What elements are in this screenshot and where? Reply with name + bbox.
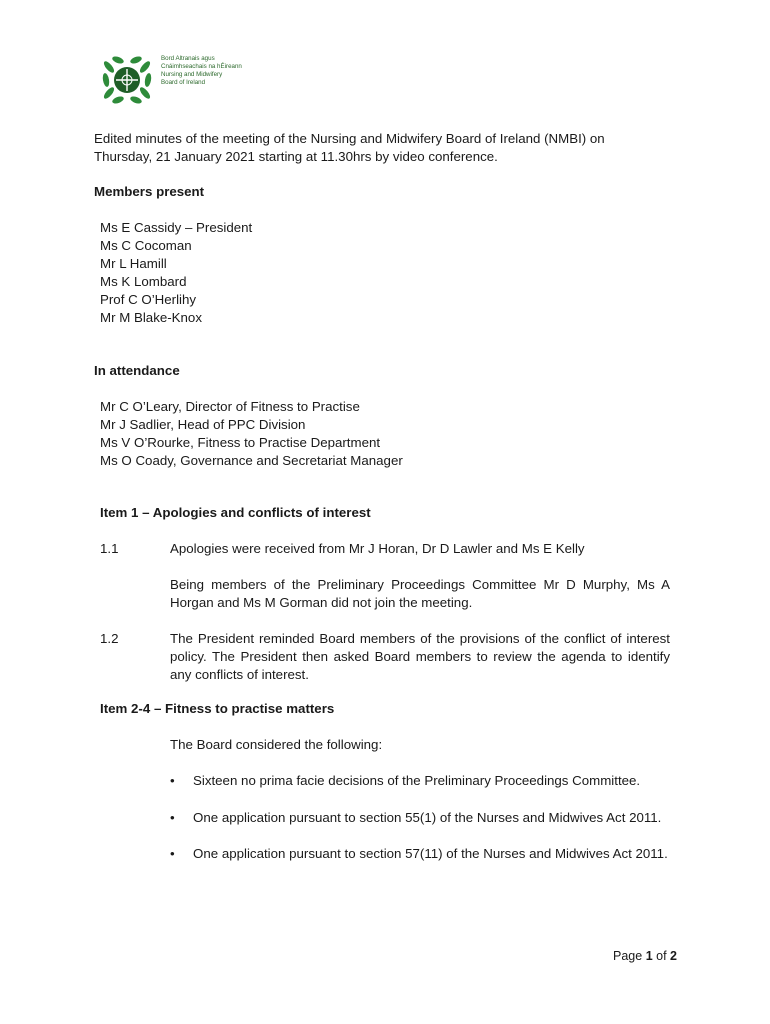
page-number: 1 [645,949,653,963]
member-item: Prof C O’Herlihy [100,292,197,307]
item1-2-text: The President reminded Board members of the provisions of the conflict of interest policy. The President then asked Board members to review the agenda to identify any conflicts of interest. [170,631,670,682]
bullet-icon: • [170,773,175,788]
member-item: Ms E Cassidy – President [100,220,253,235]
item1-1-number: 1.1 [100,541,119,556]
item1-2-number: 1.2 [100,631,119,646]
logo-wordmark [161,55,242,87]
item1-1-text: Apologies were received from Mr J Horan, Dr D Lawler and Ms E Kelly [170,541,585,556]
intro-line-1: Edited minutes of the meeting of the Nursing and Midwifery Board of Ireland (NMBI) on [94,131,605,146]
bullet-item: One application pursuant to section 55(1) of the Nurses and Midwives Act 2011. [193,810,662,825]
page-label: Page [613,949,643,963]
attendee-item: Ms V O’Rourke, Fitness to Practise Department [100,435,381,450]
attendee-item: Ms O Coady, Governance and Secretariat Manager [100,453,403,468]
bullet-icon: • [170,810,175,825]
logo-line: Board of Ireland [161,79,206,86]
logo-line: Bord Altranais agus [161,55,215,62]
logo-line: Cnáimhseachais na hÉireann [161,63,242,70]
nmbi-emblem-icon [97,52,157,108]
member-item: Ms K Lombard [100,274,187,289]
item1-heading: Item 1 – Apologies and conflicts of interest [100,505,371,520]
intro-line-2: Thursday, 21 January 2021 starting at 11.30hrs by video conference. [94,149,498,164]
bullet-item: Sixteen no prima facie decisions of the Preliminary Proceedings Committee. [193,773,641,788]
nmbi-logo [97,52,257,108]
attendance-heading: In attendance [94,363,180,378]
page-number-footer [613,948,677,964]
members-heading: Members present [94,184,205,199]
attendee-item: Mr J Sadlier, Head of PPC Division [100,417,306,432]
logo-line: Nursing and Midwifery [161,71,223,78]
item2-heading: Item 2-4 – Fitness to practise matters [100,701,335,716]
bullet-icon: • [170,846,175,861]
member-item: Mr L Hamill [100,256,167,271]
page-total: 2 [670,949,677,963]
bullet-item: One application pursuant to section 57(11) of the Nurses and Midwives Act 2011. [193,846,668,861]
member-item: Ms C Cocoman [100,238,192,253]
of-label: of [656,949,667,963]
item1-1b-text: Being members of the Preliminary Proceedings Committee Mr D Murphy, Ms A Horgan and Ms M Gorman did not join the meeting. [170,577,670,610]
attendee-item: Mr C O’Leary, Director of Fitness to Practise [100,399,360,414]
item2-intro: The Board considered the following: [170,737,383,752]
member-item: Mr M Blake-Knox [100,310,202,325]
